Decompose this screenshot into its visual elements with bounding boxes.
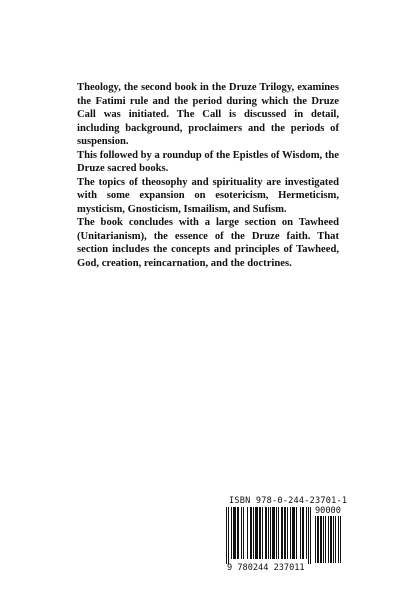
barcode-bar	[276, 507, 277, 559]
barcode-bar	[259, 507, 261, 559]
isbn-barcode	[226, 496, 348, 576]
barcode-bar	[317, 516, 319, 563]
barcode-bar	[247, 507, 248, 559]
barcode-bar	[250, 507, 252, 559]
barcode-bar	[287, 507, 288, 559]
barcode-bar	[233, 507, 236, 559]
barcode-bar	[241, 507, 242, 559]
barcode-bar	[292, 507, 295, 559]
barcode-bar	[328, 516, 329, 563]
barcode-bar	[290, 507, 291, 559]
barcode-bar	[284, 507, 286, 559]
barcode-bar	[300, 507, 301, 559]
barcode-bar	[231, 507, 232, 559]
barcode-bar	[237, 507, 239, 559]
ean-barcode-bars	[226, 507, 312, 567]
barcode-bar	[243, 507, 244, 559]
barcode-bar	[302, 507, 304, 559]
barcode-bar	[320, 516, 322, 563]
ean-digits: 9 780244 237011	[227, 563, 305, 573]
barcode-bar	[226, 507, 227, 564]
barcode-bar	[308, 507, 309, 564]
barcode-bar	[310, 507, 311, 564]
barcode-bar	[296, 507, 297, 559]
isbn-label: ISBN 978-0-244-23701-1	[229, 496, 348, 506]
barcode-bar	[330, 516, 332, 563]
barcode-bar	[338, 516, 339, 563]
barcode-bar	[315, 516, 316, 563]
barcode-bar	[270, 507, 271, 559]
barcode-bar	[265, 507, 267, 559]
barcode-bar	[253, 507, 254, 559]
barcode-bar	[228, 507, 229, 564]
barcode-bar	[262, 507, 263, 559]
barcode-bar	[333, 516, 334, 563]
barcode-bar	[325, 516, 326, 563]
barcode-bar	[340, 516, 341, 563]
blurb-paragraph-3: The topics of theosophy and spirituality are investigated with some expansion on esotericism, Hermeticism, mysticism, Gnosticism, Ismailism, and Sufism.	[77, 176, 339, 215]
blurb-paragraph-1: Theology, the second book in the Druze Trilogy, examines the Fatimi rule and the period during which the Druze Call was initiated. The Call is discussed in detail, including background, proclaimers and the periods of suspension.	[77, 82, 339, 147]
price-code: 90000	[315, 506, 341, 516]
blurb-paragraph-4: The book concludes with a large section on Tawheed (Unitarianism), the essence of the Druze faith. That section includes the concepts and principles of Tawheed, God, creation, reincarnation, and the doctrines.	[77, 217, 339, 269]
barcode-bar	[335, 516, 336, 563]
blurb-paragraph-2: This followed by a roundup of the Epistles of Wisdom, the Druze sacred books.	[77, 149, 339, 174]
barcode-bar	[281, 507, 283, 559]
barcode-bar	[272, 507, 275, 559]
addon-barcode-bars	[315, 516, 343, 567]
back-cover-blurb	[77, 81, 339, 270]
barcode-bar	[323, 516, 324, 563]
barcode-bar	[278, 507, 279, 559]
barcode-bar	[306, 507, 307, 559]
barcode-bar	[255, 507, 258, 559]
barcode-bar	[268, 507, 269, 559]
